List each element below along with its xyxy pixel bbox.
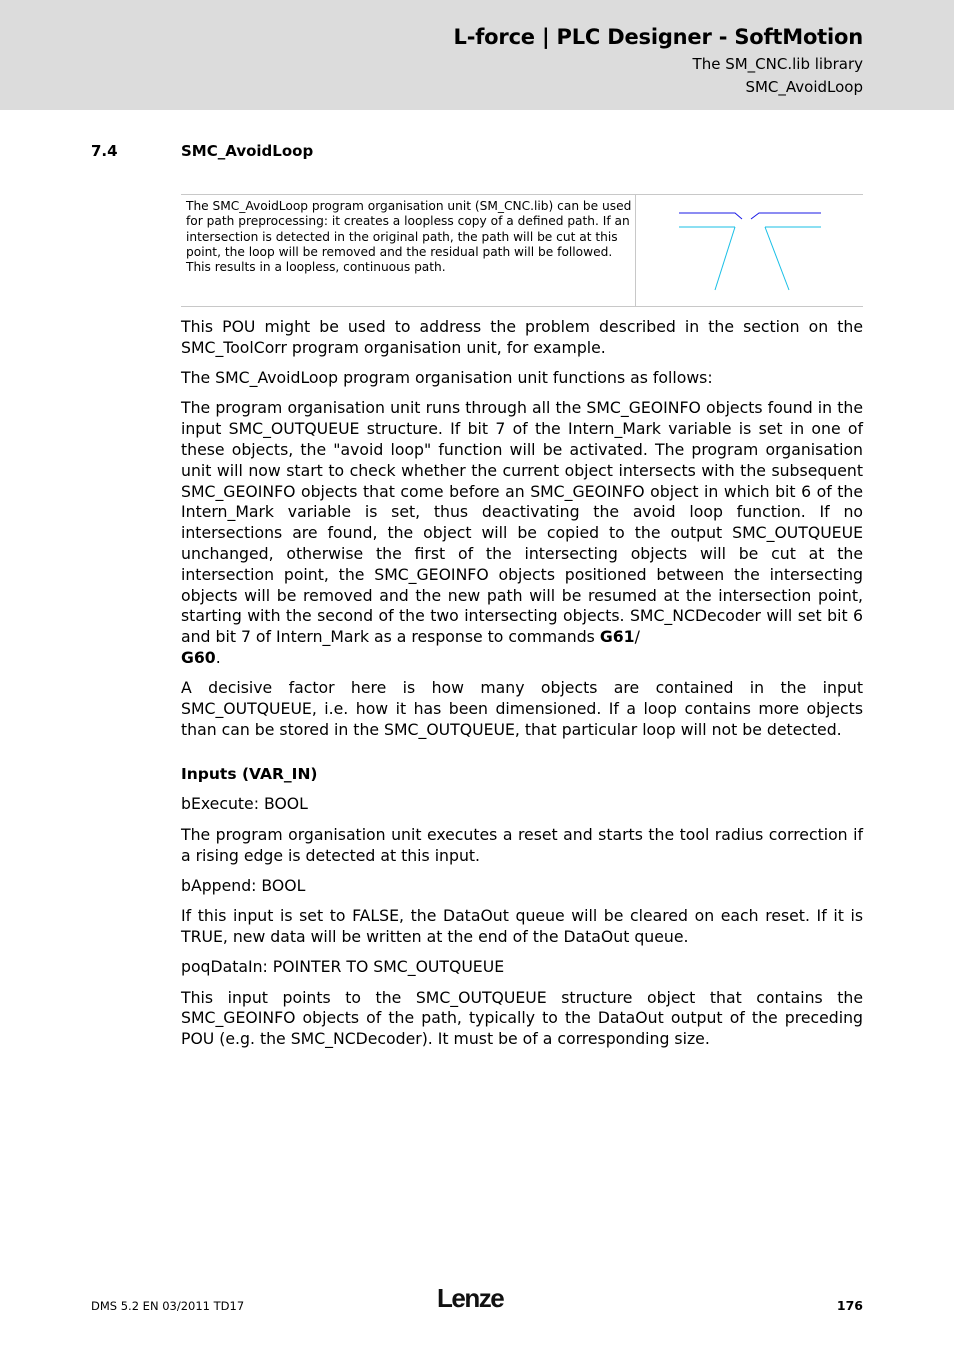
- inputs-heading: Inputs (VAR_IN): [181, 764, 318, 783]
- section-number: 7.4: [91, 142, 118, 160]
- intro-description: The SMC_AvoidLoop program organisation unit (SM_CNC.lib) can be used for path preprocessing: it creates a loopless copy of a defined path. If an intersection is detected in the original path, the path will be cut at this point, the loop will be removed and the residual path will be followed. This results in a loopless, continuous path.: [186, 199, 632, 275]
- bappend-description: If this input is set to FALSE, the DataOut queue will be cleared on each reset. If it is TRUE, new data will be written at the end of the DataOut queue.: [181, 906, 863, 946]
- loop-avoidance-figure: [675, 207, 825, 297]
- section-subtitle: SMC_AvoidLoop: [745, 78, 863, 96]
- path-diagonal-left: [715, 227, 735, 290]
- chapter-subtitle: The SM_CNC.lib library: [692, 55, 863, 73]
- bexecute-declaration: bExecute: BOOL: [181, 794, 308, 814]
- paragraph-description: [181, 398, 863, 668]
- document-title: L-force | PLC Designer - SoftMotion: [453, 25, 863, 49]
- table-divider: [635, 195, 636, 306]
- poqdatain-declaration: poqDataIn: POINTER TO SMC_OUTQUEUE: [181, 957, 505, 977]
- section-title: SMC_AvoidLoop: [181, 142, 314, 160]
- main-content: [181, 317, 863, 1059]
- page-number: 176: [836, 1298, 863, 1313]
- paragraph-functions: The SMC_AvoidLoop program organisation unit functions as follows:: [181, 368, 713, 388]
- path-diagonal-right: [765, 227, 789, 290]
- bappend-declaration: bAppend: BOOL: [181, 875, 306, 895]
- command-g60: G60: [181, 647, 216, 667]
- footer-doc-id: DMS 5.2 EN 03/2011 TD17: [91, 1299, 245, 1313]
- intro-table: [181, 194, 863, 307]
- path-line-right: [751, 213, 821, 219]
- bexecute-description: The program organisation unit executes a reset and starts the tool radius correction if a rising edge is detected at this input.: [181, 824, 863, 865]
- paragraph-end: .: [215, 647, 221, 667]
- paragraph-dimension: A decisive factor here is how many objects are contained in the input SMC_OUTQUEUE, i.e. how it has been dimensioned. If a loop contains more objects than can be stored in the SMC_OUTQUEUE, that particular loop will not be detected.: [181, 678, 863, 739]
- lenze-logo: [437, 1286, 517, 1312]
- poqdatain-description: This input points to the SMC_OUTQUEUE structure object that contains the SMC_GEOINFO objects of the path, typically to the DataOut output of the preceding POU (e.g. the SMC_NCDecoder). It must be of a corresponding size.: [181, 987, 863, 1049]
- lenze-logo-text: Lenze: [437, 1286, 504, 1312]
- page-header: [0, 0, 954, 110]
- paragraph-intro-pou: This POU might be used to address the problem described in the section on the SMC_ToolCorr program organisation unit, for example.: [181, 317, 863, 357]
- command-g61: G61: [599, 627, 635, 647]
- command-separator: /: [634, 627, 640, 647]
- path-line-left: [679, 213, 742, 219]
- paragraph-description-text: The program organisation unit runs through all the SMC_GEOINFO objects found in the input SMC_OUTQUEUE structure. If bit 7 of the Intern_Mark variable is set in one of these objects, the "avoid loop" function will be activated. The program organisation unit will now start to check whether the current object intersects with the subsequent SMC_GEOINFO objects that come before an SMC_GEOINFO object in which bit 6 of the Intern_Mark variable is set, thus deactivating the avoid loop function. If no intersections are found, the object will be copied to the output SMC_OUTQUEUE unchanged, otherwise the first of the intersecting objects will be cut at the intersection point, the SMC_GEOINFO objects positioned between the intersecting objects will be removed and the new path will be resumed at the intersection point, starting with the second of the two intersecting objects. SMC_NCDecoder will set bit 6 and bit 7 of Intern_Mark as a response to commands: [181, 398, 863, 647]
